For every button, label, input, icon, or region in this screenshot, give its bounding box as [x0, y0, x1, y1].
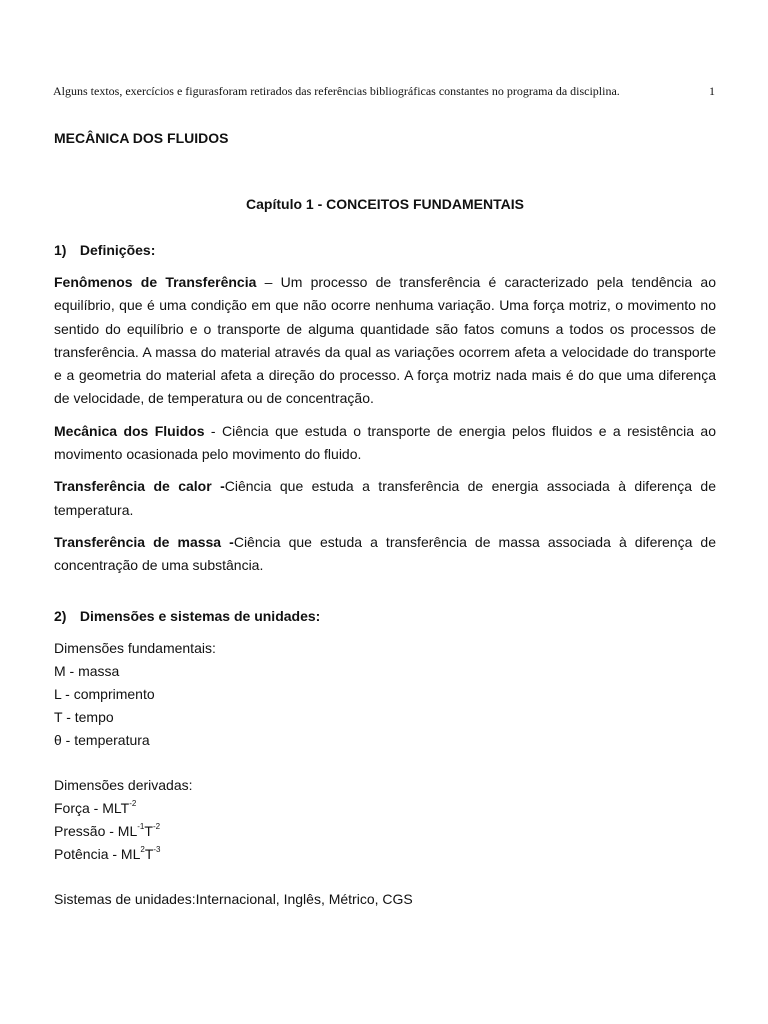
definition-term: Transferência de calor - — [54, 478, 225, 495]
definition-text: Ciência que estuda a transferência de energia associada à diferença de temperatura. — [54, 478, 716, 518]
list-item-pressure: Pressão - $ML^{-1}T^{-2}$ — [54, 821, 161, 839]
section-title: Dimensões e sistemas de unidades: — [79, 607, 321, 624]
list-item: L - comprimento — [54, 685, 155, 702]
section-title: Definições: — [79, 242, 156, 258]
section-number: 1) — [54, 242, 67, 258]
page-header — [53, 84, 715, 99]
document-body — [54, 130, 716, 911]
chapter-title: Capítulo 1 - CONCEITOS FUNDAMENTAIS — [246, 196, 524, 212]
definition-paragraph — [54, 271, 716, 411]
definition-text: Ciência que estuda a transferência de massa associada à diferença de concentração de uma substância. — [54, 533, 717, 574]
list-item: M - massa — [54, 662, 120, 679]
list-item-power: Potência - $ML^2T^{-3}$ — [54, 844, 161, 862]
definition-term: Mecânica dos Fluidos — [54, 422, 205, 439]
fundamental-dimensions — [54, 637, 716, 752]
section-heading-definitions — [54, 242, 716, 258]
page-number: 1 — [709, 84, 715, 98]
definition-term: Fenômenos de Transferência — [54, 274, 257, 290]
definition-paragraph — [54, 420, 716, 467]
unit-systems — [54, 888, 716, 911]
section-number: 2) — [54, 607, 67, 624]
header-note: Alguns textos, exercícios e figurasforam retirados das referências bibliográficas constantes no programa da disciplina. — [53, 84, 620, 98]
definition-term: Transferência de massa - — [54, 533, 234, 550]
list-item: T - tempo — [54, 708, 114, 725]
definition-paragraph — [54, 475, 716, 522]
derived-label: Dimensões derivadas: — [54, 776, 193, 793]
definition-text: – Um processo de transferência é caracterizado pela tendência ao equilíbrio, que é uma condição em que não ocorre nenhuma variação. Uma força motriz, o movimento no sentido do equilíbrio e o transporte de alguma quantidade são fatos comuns a todos os processos de transferência. A massa do material através da qual as variações ocorrem afeta a velocidade do transporte e a geometria do material afeta a direção do processo. A força motriz nada mais é do que uma diferença de velocidade, de temperatura ou de concentração. — [54, 274, 716, 407]
section-heading-dimensions — [54, 608, 716, 624]
list-item: θ - temperatura — [54, 731, 150, 748]
definition-paragraph — [54, 531, 716, 578]
document-title: MECÂNICA DOS FLUIDOS — [54, 130, 229, 146]
list-item-force: Força - $MLT^{-2}$ — [54, 798, 137, 816]
unit-systems-line: Sistemas de unidades:Internacional, Inglês, Métrico, CGS — [54, 890, 413, 907]
derived-dimensions — [54, 774, 716, 866]
definition-text: - Ciência que estuda o transporte de energia pelos fluidos e a resistência ao movimento ocasionada pelo movimento do fluido. — [54, 422, 717, 463]
fundamental-label: Dimensões fundamentais: — [54, 639, 216, 656]
